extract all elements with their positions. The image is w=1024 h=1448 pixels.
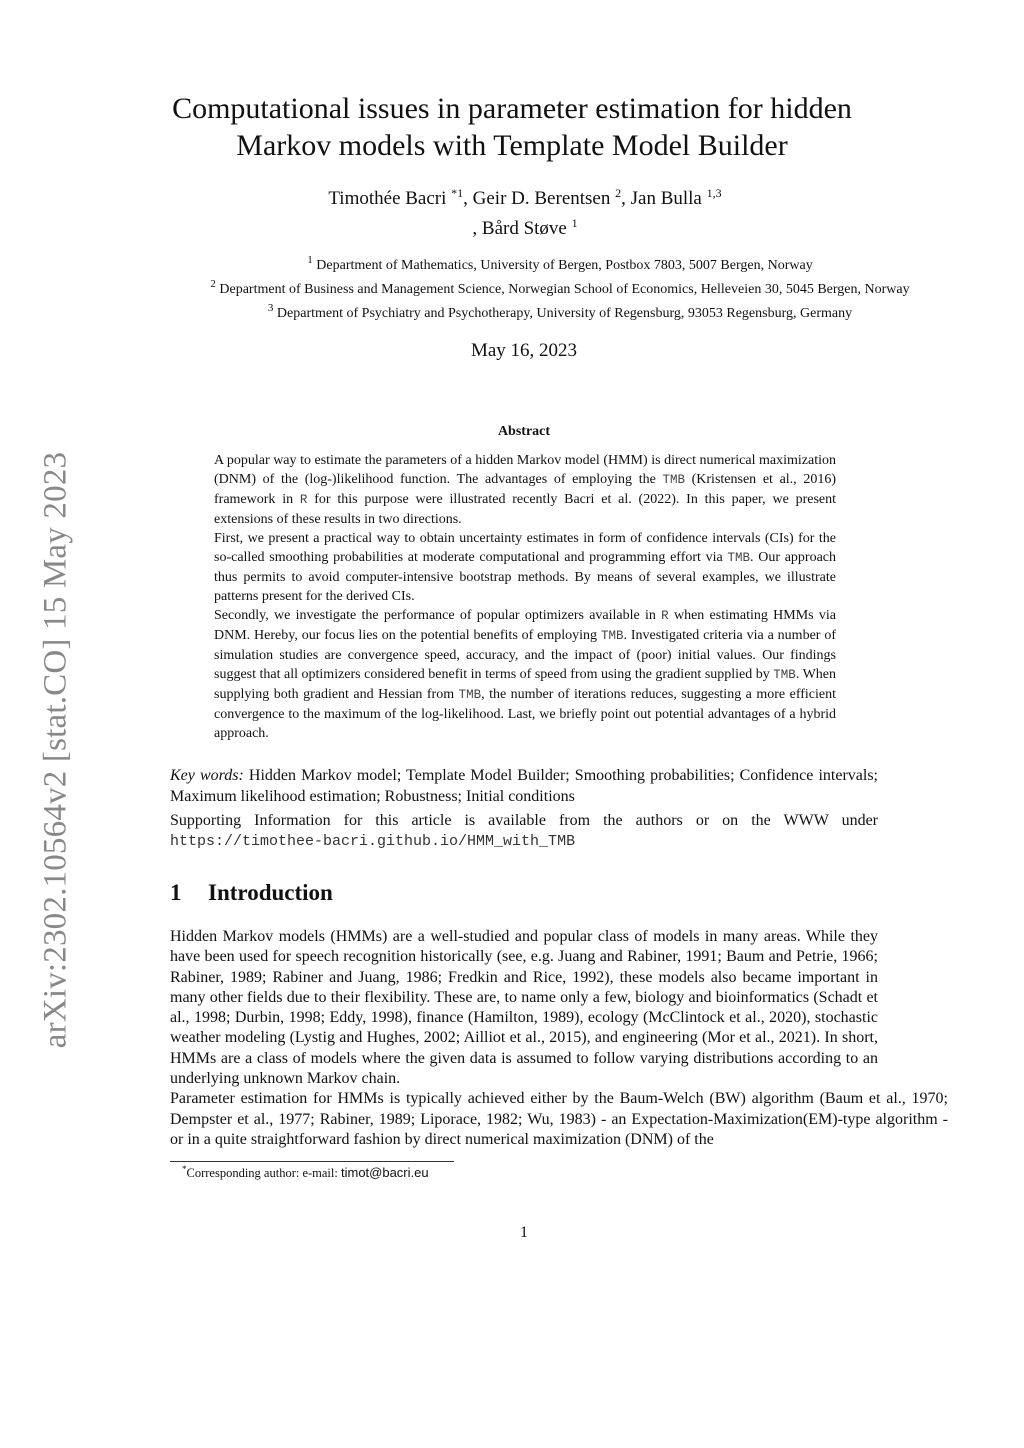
- author-affiliation-mark: 2: [615, 186, 622, 200]
- author-name: Timothée Bacri: [328, 188, 447, 209]
- body-paragraph: Parameter estimation for HMMs is typically achieved either by the Baum-Welch (BW) algorithm (Baum et al., 1970; Dempster et al., 1977; Rabiner, 1989; Liporace, 1982; Wu, 1983) - an Expectation-Maximization(EM)-type algorithm - or in a quite straightforward fashion by direct numerical maximization (DNM) of the: [170, 1090, 948, 1148]
- section-number: 1: [170, 880, 182, 905]
- section-heading: [170, 880, 333, 906]
- author-name: , Geir D. Berentsen: [463, 188, 611, 209]
- code-tmb: TMB: [458, 688, 482, 702]
- body-paragraph: Hidden Markov models (HMMs) are a well-studied and popular class of models in many areas. While they have been used for speech recognition historically (see, e.g. Juang and Rabiner, 1991; Baum and Petrie, 1966; Rabiner, 1989; Rabiner and Juang, 1986; Fredkin and Rice, 1992), these models also became important in many other fields due to their flexibility. These are, to name only a few, biology and bioinformatics (Schadt et al., 1998; Durbin, 1998; Eddy, 1998), finance (Hamilton, 1989), ecology (McClintock et al., 2020), stochastic weather modeling (Lystig and Hughes, 2002; Ailliot et al., 2015), and engineering (Mor et al., 2021). In short, HMMs are a class of models where the given data is assumed to follow varying distributions according to an underlying unknown Markov chain.: [170, 928, 878, 1088]
- code-tmb: TMB: [600, 629, 624, 643]
- affiliation-text: Department of Psychiatry and Psychotherapy, University of Regensburg, 93053 Regensburg, Germany: [276, 306, 853, 321]
- author-list: [170, 184, 880, 244]
- supporting-information: [170, 810, 878, 852]
- footnote: [182, 1165, 429, 1181]
- affiliation-text: Department of Business and Management Science, Norwegian School of Economics, Helleveien 30, 5045 Bergen, Norway: [219, 282, 910, 297]
- code-tmb: TMB: [662, 473, 685, 487]
- affiliation: [150, 302, 970, 326]
- abstract-paragraph: [214, 529, 836, 606]
- keywords-text: Hidden Markov model; Template Model Builder; Smoothing probabilities; Confidence intervals; Maximum likelihood estimation; Robustness; Initial conditions: [170, 767, 879, 805]
- abstract-text: First, we present a practical way to obtain uncertainty estimates in form of confidence intervals (CIs) for the so-called smoothing probabilities at moderate computational and programming effort via: [214, 531, 836, 565]
- abstract-text: when estimating HMMs via DNM. Hereby, our focus lies on the potential benefits of employing: [214, 608, 836, 643]
- publication-date: May 16, 2023: [470, 340, 578, 361]
- arxiv-identifier: arXiv:2302.10564v2 [stat.CO] 15 May 2023: [37, 451, 74, 1049]
- abstract-paragraph: [214, 451, 836, 529]
- abstract-text: for this purpose were illustrated recently Bacri et al. (2022). In this paper, we present extensions of these results in two directions.: [214, 492, 836, 527]
- abstract-paragraph: [214, 606, 836, 743]
- page-number: 1: [520, 1224, 528, 1241]
- abstract-text: . Our approach thus permits to avoid computer-intensive bootstrap methods. By means of several examples, we illustrate patterns present for the derived CIs.: [214, 550, 836, 604]
- author-affiliation-mark: 1,3: [706, 186, 722, 200]
- affiliation-mark: 1: [307, 254, 313, 266]
- author-name: , Bård Støve: [472, 218, 567, 239]
- supporting-url-link[interactable]: https://timothee-bacri.github.io/HMM_with_TMB: [170, 833, 576, 850]
- abstract-text: Secondly, we investigate the performance of popular optimizers available in: [214, 608, 662, 623]
- abstract-text: A popular way to estimate the parameters of a hidden Markov model (HMM) is direct numerical maximization (DNM) of the (log-)likelihood function. The advantages of employing the: [214, 453, 836, 487]
- code-tmb: TMB: [773, 668, 796, 682]
- affiliation: [150, 278, 970, 302]
- abstract-text: (Kristensen et al., 2016) framework in: [214, 472, 836, 507]
- code-r: R: [299, 493, 308, 507]
- author-affiliation-mark: *1: [451, 186, 464, 200]
- introduction-body: [170, 927, 948, 1150]
- paper-title: [0, 90, 1024, 164]
- code-tmb: TMB: [727, 551, 750, 565]
- affiliation-mark: 3: [267, 302, 274, 314]
- abstract-text: , the number of iterations reduces, suggesting a more efficient convergence to the maximum of the log-likelihood. Last, we briefly point out potential advantages of a hybrid approach.: [214, 687, 836, 741]
- abstract-heading: Abstract: [497, 424, 551, 439]
- abstract-text: . Investigated criteria via a number of simulation studies are convergence speed, accuracy, and the impact of (poor) initial values. Our findings suggest that all optimizers considered benefit in terms of speed from using the gradient supplied by: [214, 628, 836, 682]
- affiliation-mark: 2: [210, 278, 216, 290]
- footnote-label: Corresponding author: e-mail:: [186, 1166, 341, 1180]
- abstract-text: . When supplying both gradient and Hessian from: [214, 667, 836, 702]
- abstract-body: [214, 451, 836, 743]
- affiliation: [150, 254, 970, 278]
- code-r: R: [661, 609, 669, 623]
- author-name: , Jan Bulla: [621, 188, 702, 209]
- footnote-email-link[interactable]: timot@bacri.eu: [340, 1165, 429, 1180]
- keywords-label: Key words:: [170, 767, 244, 784]
- title-line-2: Markov models with Template Model Builder: [236, 129, 788, 162]
- footnote-divider: [170, 1161, 454, 1162]
- section-title: Introduction: [208, 880, 333, 905]
- title-line-1: Computational issues in parameter estimation for hidden: [172, 92, 852, 125]
- author-line-2: [170, 214, 880, 244]
- footnote-mark: *: [182, 1164, 187, 1174]
- author-affiliation-mark: 1: [571, 216, 578, 230]
- supporting-text: Supporting Information for this article is available from the authors or on the WWW under: [170, 812, 878, 829]
- author-line-1: [170, 184, 880, 214]
- keywords: [170, 765, 878, 807]
- affiliation-text: Department of Mathematics, University of Bergen, Postbox 7803, 5007 Bergen, Norway: [316, 258, 813, 273]
- affiliation-list: [150, 254, 970, 326]
